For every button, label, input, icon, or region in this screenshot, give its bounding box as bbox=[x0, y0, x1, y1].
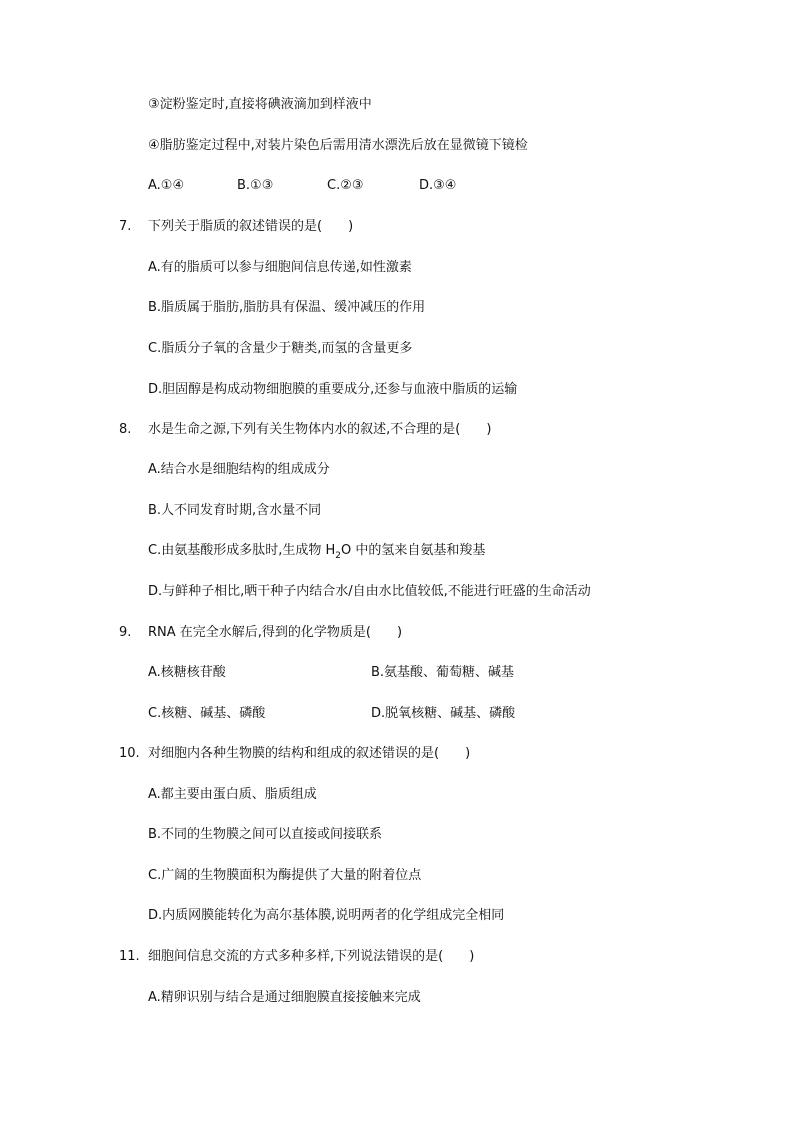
option-d: D.与鲜种子相比,晒干种子内结合水/自由水比值较低,不能进行旺盛的生命活动 bbox=[148, 584, 591, 599]
statement-3: ③淀粉鉴定时,直接将碘液滴加到样液中 bbox=[148, 97, 372, 112]
option-d: D.脱氧核糖、碱基、磷酸 bbox=[371, 706, 516, 721]
option-c: C.核糖、碱基、磷酸 bbox=[148, 706, 266, 721]
question-text: 对细胞内各种生物膜的结构和组成的叙述错误的是( ) bbox=[148, 746, 471, 761]
option-a: A.结合水是细胞结构的组成成分 bbox=[148, 462, 330, 477]
formula-subscript: 2 bbox=[335, 551, 341, 561]
question-number: 7. bbox=[119, 219, 132, 234]
option-a: A.有的脂质可以参与细胞间信息传递,如性激素 bbox=[148, 260, 412, 275]
question-number: 11. bbox=[119, 949, 140, 964]
option-c-head: C.由氨基酸形成多肽时,生成物 bbox=[148, 543, 322, 558]
option-a: A.核糖核苷酸 bbox=[148, 665, 226, 680]
option-c: C.脂质分子氧的含量少于糖类,而氢的含量更多 bbox=[148, 341, 413, 356]
question-text: 细胞间信息交流的方式多种多样,下列说法错误的是( ) bbox=[148, 949, 475, 964]
question-number: 10. bbox=[119, 746, 140, 761]
question-number: 9. bbox=[119, 625, 132, 640]
formula-o: O bbox=[341, 543, 352, 558]
option-b: B.人不同发育时期,含水量不同 bbox=[148, 503, 322, 518]
option-d: D.胆固醇是构成动物细胞膜的重要成分,还参与血液中脂质的运输 bbox=[148, 382, 518, 397]
question-text: 水是生命之源,下列有关生物体内水的叙述,不合理的是( ) bbox=[148, 422, 492, 437]
option-b: B.脂质属于脂肪,脂肪具有保温、缓冲减压的作用 bbox=[148, 300, 426, 315]
option-a: A.①④ bbox=[148, 178, 185, 193]
option-c: C.广阔的生物膜面积为酶提供了大量的附着位点 bbox=[148, 868, 422, 883]
option-c bbox=[148, 542, 485, 560]
option-b: B.①③ bbox=[237, 178, 274, 193]
option-c: C.②③ bbox=[327, 178, 364, 193]
question-text: 下列关于脂质的叙述错误的是( ) bbox=[148, 219, 354, 234]
option-c-tail: 中的氢来自氨基和羧基 bbox=[351, 543, 486, 558]
option-d: D.内质网膜能转化为高尔基体膜,说明两者的化学组成完全相同 bbox=[148, 908, 505, 923]
statement-4: ④脂肪鉴定过程中,对装片染色后需用清水漂洗后放在显微镜下镜检 bbox=[148, 138, 528, 153]
option-d: D.③④ bbox=[419, 178, 457, 193]
formula-h: H bbox=[325, 543, 336, 558]
option-a: A.精卵识别与结合是通过细胞膜直接接触来完成 bbox=[148, 990, 421, 1005]
option-b: B.氨基酸、葡萄糖、碱基 bbox=[371, 665, 515, 680]
question-number: 8. bbox=[119, 422, 132, 437]
option-b: B.不同的生物膜之间可以直接或间接联系 bbox=[148, 827, 383, 842]
question-text: RNA 在完全水解后,得到的化学物质是( ) bbox=[148, 625, 403, 640]
option-a: A.都主要由蛋白质、脂质组成 bbox=[148, 787, 317, 802]
